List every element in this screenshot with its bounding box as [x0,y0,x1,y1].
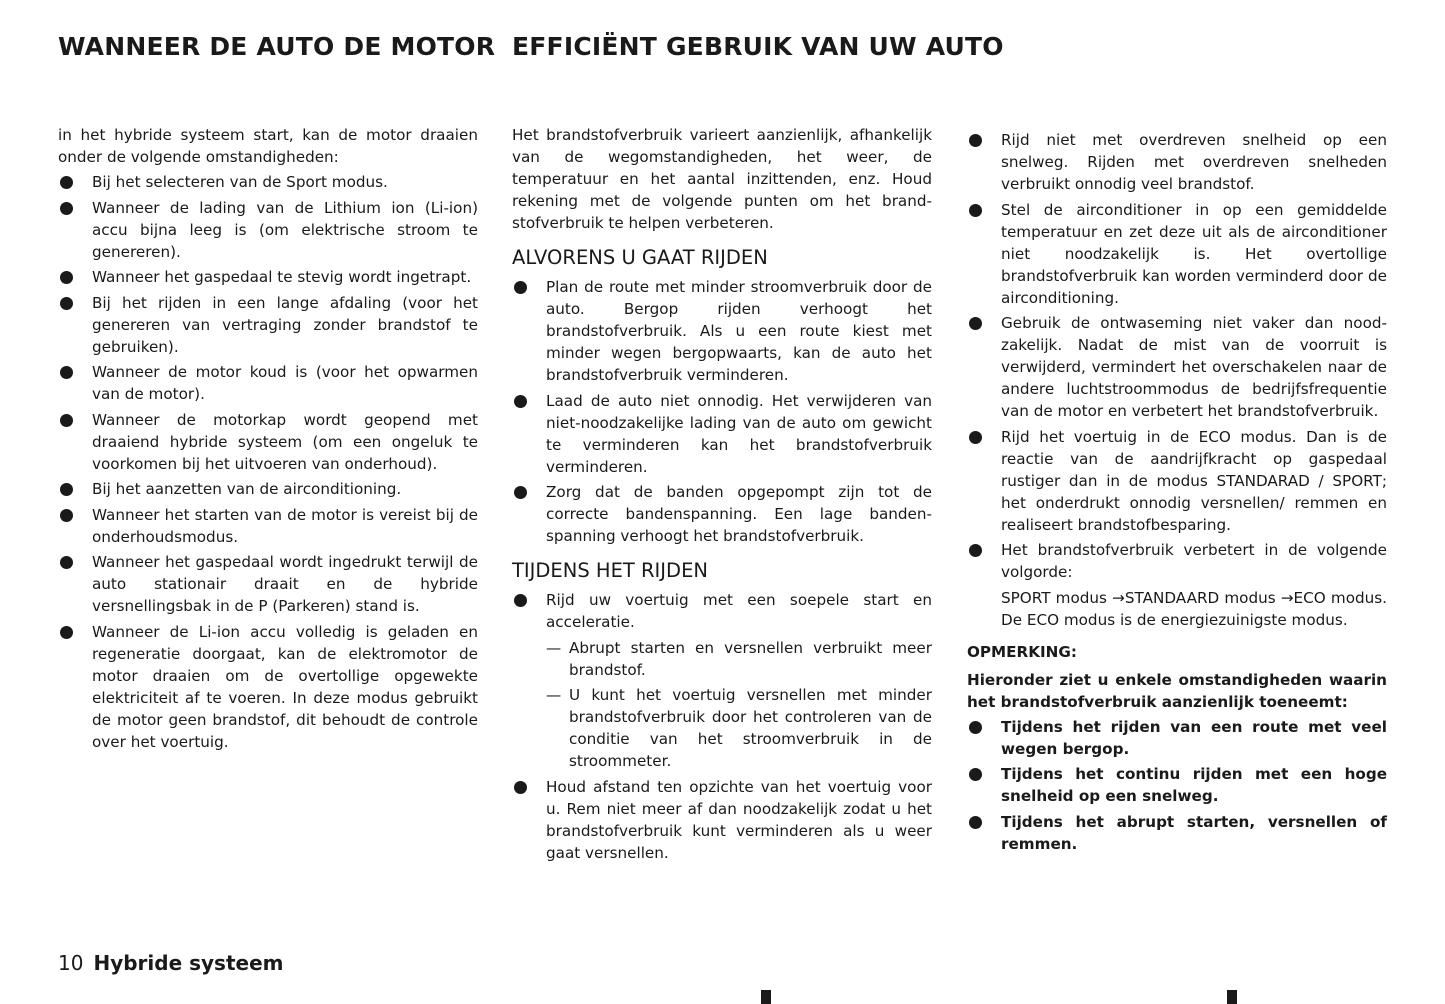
bullet-icon [60,556,73,569]
bullet-icon [514,781,527,794]
text: Laad de auto niet onnodig. Het verwijderen van niet-noodzakelijke lading van de auto om gewicht te verminderen kan het brandstofverbruik verminderen. [546,391,932,476]
text: Wanneer de lading van de Lithium ion (Li-ion) accu bijna leeg is (om elektrische stroom te genereren). [92,198,478,261]
list-item [512,589,932,633]
text: Tijdens het abrupt starten, versnellen of remmen. [1001,812,1387,853]
list-item [58,551,478,617]
dash-icon: — [546,686,562,704]
note-heading [967,641,1387,663]
bullet-icon [969,317,982,330]
text: in het hybride systeem start, kan de motor draaien onder de volgende omstandigheden: [58,126,478,166]
section-heading [512,559,932,583]
text: Stel de airconditioner in op een gemiddelde temperatuur en zet deze uit als de airconditioner niet noodzakelijk is. Het overtollige brandstofverbruik kan worden verminderd door de airconditioning. [1001,200,1387,307]
indented-paragraph [967,587,1387,631]
page-heading-left: WANNEER DE AUTO DE MOTOR [58,32,496,61]
text: Tijdens het continu rijden met een hoge snelheid op een snelweg. [1001,765,1387,805]
text: Rijd niet met overdreven snelheid op een snelweg. Rijden met overdreven snelheden verbruikt onnodig veel brandstof. [1001,131,1387,193]
bullet-icon [60,626,73,639]
bullet-icon [60,202,73,215]
text: OPMERKING: [967,642,1077,661]
list-item [58,171,478,193]
text: Houd afstand ten opzichte van het voertuig voor u. Rem niet meer af dan noodzakelijk zodat u het brandstofverbruik kunt verminderen als u weer gaat versnellen. [546,777,932,862]
list-item [512,276,932,386]
section-title: Hybride systeem [93,951,284,975]
text: Wanneer de motor koud is (voor het opwarmen van de motor). [92,363,478,403]
column-2 [512,124,932,867]
text: TIJDENS HET RIJDEN [512,559,708,582]
sub-list-item [512,684,932,772]
dash-icon: — [546,638,562,657]
text: Het brandstofverbruik varieert aanzienlijk, afhankelijk van de wegomstandigheden, het weer, de temperatuur en het aantal inzittenden, enz. Houd rekening met de volgende punten om het brandstofverbruik te helpen verbeteren. [512,126,932,232]
bullet-icon [969,431,982,444]
text: Gebruik de ontwaseming niet vaker dan noodzakelijk. Nadat de mist van de voorruit is verwijderd, vermindert het overschakelen naar de andere luchtstroommodus de bedrijfsfrequentie van de motor en verbetert het brandstofverbruik. [1001,314,1387,420]
text: Zorg dat de banden opgepompt zijn tot de correcte bandenspanning. Een lage bandenspanning verhoogt het brandstofverbruik. [546,483,932,545]
bullet-icon [969,768,982,781]
bullet-icon [60,297,73,310]
paragraph [58,124,478,168]
text: Tijdens het rijden van een route met veel wegen bergop. [1001,717,1387,758]
text: Rijd uw voertuig met een soepele start en acceleratie. [546,591,932,631]
bullet-icon [60,509,73,522]
list-item [512,390,932,478]
bullet-icon [60,366,73,379]
list-item [58,621,478,753]
bullet-icon [60,271,73,284]
list-item [58,292,478,358]
sub-list-item [512,637,932,681]
list-item [58,266,478,288]
bullet-icon [514,395,527,408]
column-1 [58,124,478,756]
list-item [58,504,478,548]
bullet-icon [969,134,982,147]
bullet-icon [60,414,73,427]
bullet-icon [514,486,527,499]
list-item [967,539,1387,583]
list-item [967,426,1387,536]
list-item [967,312,1387,422]
text: Wanneer de Li-ion accu volledig is geladen en regeneratie doorgaat, kan de elektromotor de motor draaien om de overtollige opgewekte elektriciteit af te voeren. In deze modus gebruikt de motor geen brandstof, dit behoudt de controle over het voertuig. [92,622,478,751]
list-item [967,811,1387,855]
text: Plan de route met minder stroomverbruik door de auto. Bergop rijden verhoogt het brandstofverbruik. Als u een route kiest met minder wegen bergopwaarts, kan de auto het brandstofverbruik verminderen. [546,278,932,384]
bullet-icon [969,721,982,734]
list-item [58,361,478,405]
list-item [58,409,478,475]
bullet-icon [60,176,73,189]
list-item [58,197,478,263]
text: Wanneer het starten van de motor is vereist bij de onderhoudsmodus. [92,505,478,546]
bullet-icon [60,483,73,496]
text: Bij het rijden in een lange afdaling (voor het genereren van vertraging zonder brandstof te gebruiken). [92,293,478,356]
note-text [967,669,1387,713]
text: U kunt het voertuig versnellen met minder brandstofverbruik door het controleren van de conditie van het stroomverbruik in de stroommeter. [569,686,932,770]
text: Het brandstofverbruik verbetert in de volgende volgorde: [1001,541,1387,581]
crop-mark [1227,990,1237,1004]
text: Bij het selecteren van de Sport modus. [92,173,388,191]
text: Abrupt starten en versnellen verbruikt meer brandstof. [569,638,932,679]
text: Wanneer het gaspedaal wordt ingedrukt terwijl de auto stationair draait en de hybride versnellingsbak in de P (Parkeren) stand is. [92,553,478,615]
section-heading [512,246,932,270]
crop-mark [761,990,771,1004]
bullet-icon [514,594,527,607]
page-footer [58,951,283,975]
list-item [967,129,1387,195]
list-item [967,763,1387,807]
text: Hieronder ziet u enkele omstandigheden waarin het brandstofverbruik aanzienlijk toeneemt: [967,670,1387,711]
bullet-icon [969,544,982,557]
text: Rijd het voertuig in de ECO modus. Dan is de reactie van de aandrijfkracht op gaspedaal rustiger dan in de modus STANDARAD / SPORT; het onderdrukt onnodig versnellen/ remmen en realiseert brandstofbesparing. [1001,427,1387,534]
text: ALVORENS U GAAT RIJDEN [512,246,768,269]
bullet-icon [969,204,982,217]
page-heading-right: EFFICIËNT GEBRUIK VAN UW AUTO [512,32,1004,61]
paragraph [512,124,932,234]
column-3 [967,129,1387,858]
text: Bij het aanzetten van de airconditioning. [92,480,402,498]
text: Wanneer het gaspedaal te stevig wordt ingetrapt. [92,268,472,286]
list-item [512,481,932,547]
list-item [967,716,1387,760]
page-number: 10 [58,951,84,975]
bullet-icon [514,281,527,294]
text: SPORT modus →STANDAARD modus →ECO modus. De ECO modus is de energiezuinigste modus. [1001,588,1387,629]
list-item [512,776,932,864]
bullet-icon [969,816,982,829]
list-item [58,478,478,500]
text: Wanneer de motorkap wordt geopend met draaiend hybride systeem (om een ongeluk te voorkomen bij het uitvoeren van onderhoud). [92,410,478,473]
list-item [967,199,1387,309]
